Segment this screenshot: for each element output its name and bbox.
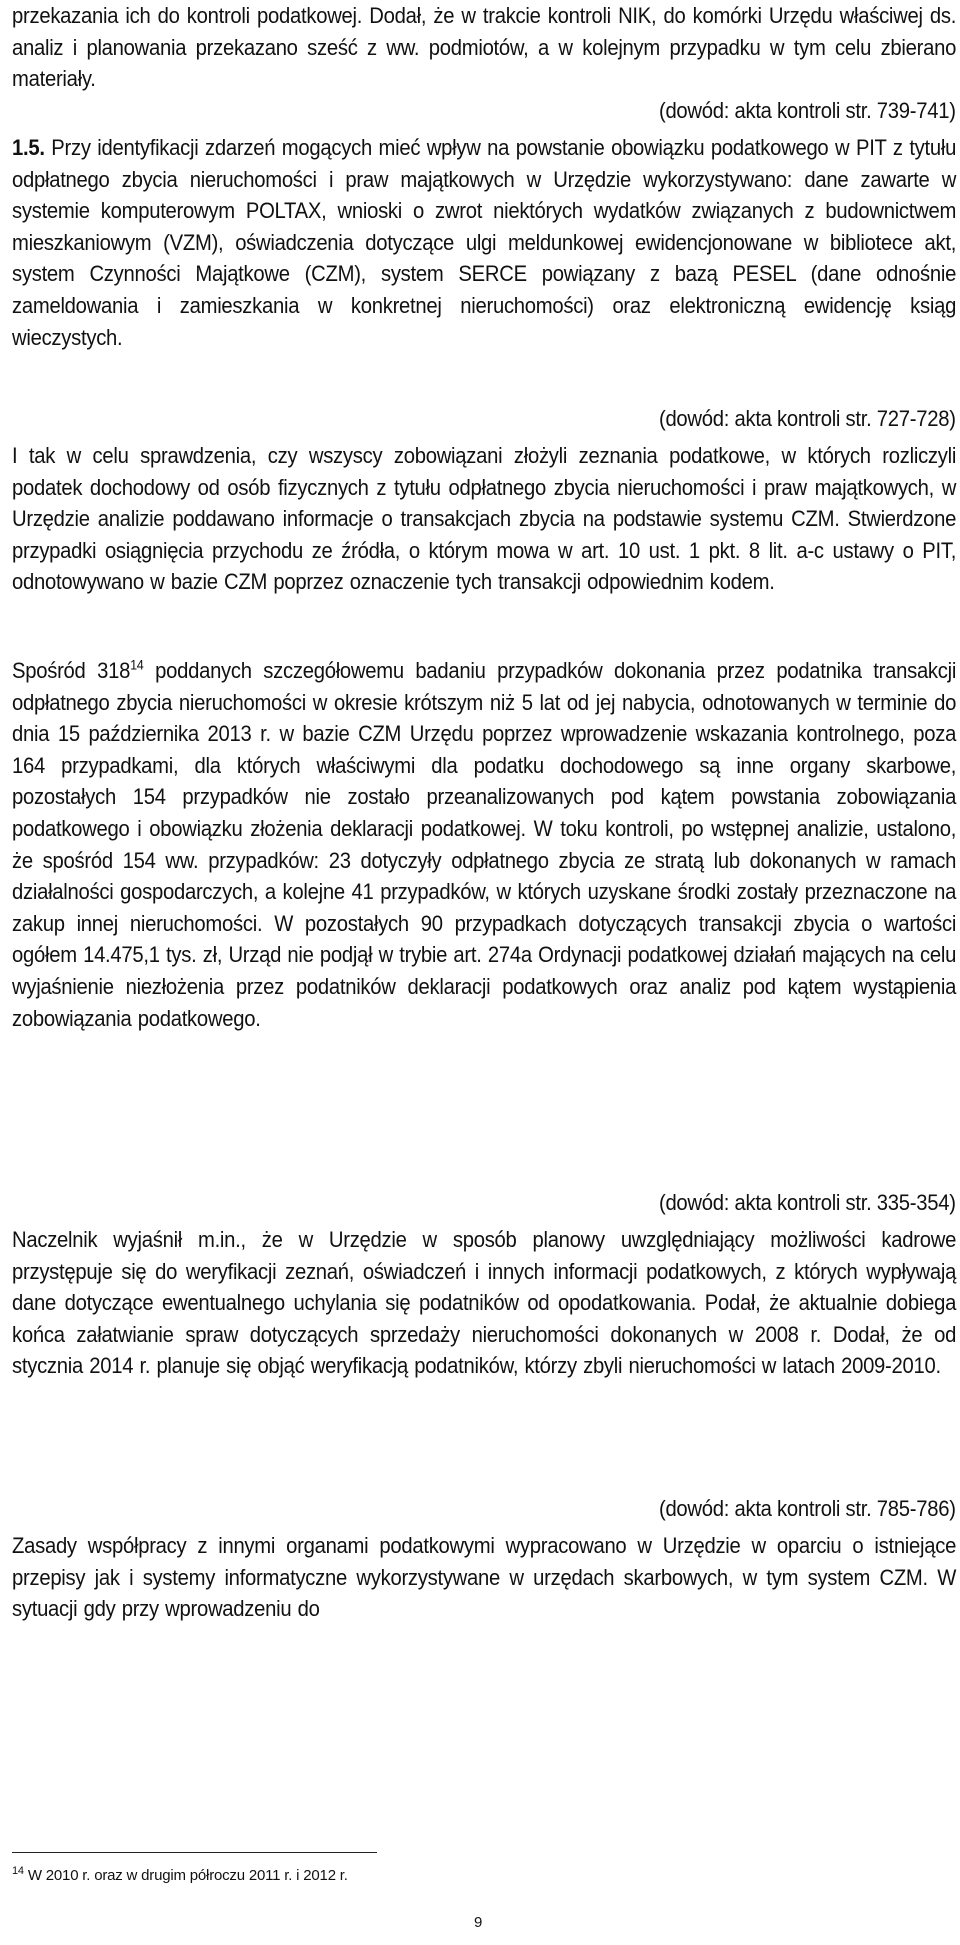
paragraph-intro-text: przekazania ich do kontroli podatkowej. Dodał, że w trakcie kontroli NIK, do komórki Urzędu właściwej ds. analiz i planowania przekazano sześć z ww. podmiotów, a w kolejnym przypadku w tym celu zbierano materiały. (12, 3, 957, 92)
paragraph-section-1-5 (12, 132, 956, 353)
section-number: 1.5. (12, 135, 45, 160)
paragraph-analysis-start: Spośród 318 (12, 658, 131, 683)
paragraph-verification-text: I tak w celu sprawdzenia, czy wszyscy zobowiązani złożyli zeznania podatkowe, w których rozliczyli podatek dochodowy od osób fizycznych z tytułu odpłatnego zbycia nieruchomości i praw majątkowych, w Urzędzie analizie poddawano informacje o transakcjach zbycia na podstawie systemu CZM. Stwierdzone przypadki osiągnięcia przychodu ze źródła, o którym mowa w art. 10 ust. 1 pkt. 8 lit. a-c ustawy o PIT, odnotowywano w bazie CZM poprzez oznaczenie tych transakcji odpowiednim kodem. (12, 443, 957, 595)
evidence-note-2: (dowód: akta kontroli str. 727-728) (659, 406, 956, 431)
evidence-note-3: (dowód: akta kontroli str. 335-354) (659, 1190, 956, 1215)
paragraph-intro (12, 0, 956, 95)
paragraph-cooperation (12, 1530, 956, 1625)
footnote-reference: 14 (130, 656, 144, 673)
footnote-divider (12, 1852, 377, 1853)
paragraph-section-1-5-text: Przy identyfikacji zdarzeń mogących mieć wpływ na powstanie obowiązku podatkowego w PIT z tytułu odpłatnego zbycia nieruchomości i praw majątkowych w Urzędzie wykorzystywano: dane zawarte w systemie komputerowym POLTAX, wnioski o zwrot niektórych wydatków związanych z budownictwem mieszkaniowym (VZM), oświadczenia dotyczące ulgi meldunkowej ewidencjonowane w bibliotece akt, system Czynności Majątkowe (CZM), system SERCE powiązany z bazą PESEL (dane odnośnie zameldowania i zamieszkania w konkretnej nieruchomości) oraz elektroniczną ewidencję ksiąg wieczystych. (12, 135, 957, 350)
footnote (12, 1866, 348, 1886)
paragraph-cooperation-text: Zasady współpracy z innymi organami podatkowymi wypracowano w Urzędzie w oparciu o istniejące przepisy jak i systemy informatyczne wykorzystywane w urzędach skarbowych, w tym system CZM. W sytuacji gdy przy wprowadzeniu do (12, 1533, 957, 1622)
paragraph-explanation-text: Naczelnik wyjaśnił m.in., że w Urzędzie w sposób planowy uwzględniający możliwości kadrowe przystępuje się do weryfikacji zeznań, oświadczeń i innych informacji podatkowych, z których wypływają dane dotyczące ewentualnego uchylania się podatników od opodatkowania. Podał, że aktualnie dobiega końca załatwianie spraw dotyczących sprzedaży nieruchomości dokonanych w 2008 r. Dodał, że od stycznia 2014 r. planuje się objąć weryfikacją podatników, którzy zbyli nieruchomości w latach 2009-2010. (12, 1227, 957, 1379)
paragraph-explanation (12, 1224, 956, 1382)
evidence-note-4: (dowód: akta kontroli str. 785-786) (659, 1496, 956, 1521)
paragraph-analysis-text: poddanych szczegółowemu badaniu przypadków dokonania przez podatnika transakcji odpłatnego zbycia nieruchomości w okresie krótszym niż 5 lat od jej nabycia, odnotowanych w terminie do dnia 15 października 2013 r. w bazie CZM Urzędu poprzez wprowadzenie wskazania kontrolnego, poza 164 przypadkami, dla których właściwymi dla podatku dochodowego są inne organy skarbowe, pozostałych 154 przypadków nie zostało przeanalizowanych pod kątem powstania zobowiązania podatkowego i obowiązku złożenia deklaracji podatkowej. W toku kontroli, po wstępnej analizie, ustalono, że spośród 154 ww. przypadków: 23 dotyczyły odpłatnego zbycia ze stratą lub dokonanych w ramach działalności gospodarczych, a kolejne 41 przypadków, w których uzyskane środki zostały przeznaczone na zakup innej nieruchomości. W pozostałych 90 przypadkach dotyczących transakcji zbycia o wartości ogółem 14.475,1 tys. zł, Urząd nie podjął w trybie art. 274a Ordynacji podatkowej działań mających na celu wyjaśnienie niezłożenia przez podatników deklaracji podatkowych oraz analiz pod kątem wystąpienia zobowiązania podatkowego. (12, 658, 957, 1031)
footnote-number: 14 (12, 1865, 24, 1877)
paragraph-analysis (12, 655, 956, 1034)
evidence-note-1: (dowód: akta kontroli str. 739-741) (659, 98, 956, 123)
page-number: 9 (474, 1914, 483, 1931)
footnote-text: W 2010 r. oraz w drugim półroczu 2011 r. i 2012 r. (27, 1867, 348, 1884)
paragraph-verification (12, 440, 956, 598)
